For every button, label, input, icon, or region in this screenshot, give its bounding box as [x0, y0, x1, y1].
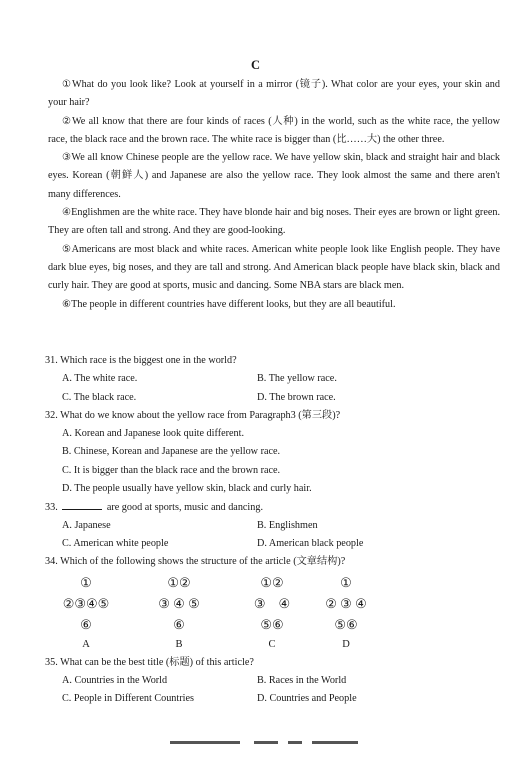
structure-option-c[interactable]	[231, 572, 313, 655]
structure-top: ①	[80, 574, 92, 590]
structure-option-a[interactable]	[45, 572, 127, 655]
question-stem: 35. What can be the best title (标题) of this article?	[45, 656, 254, 668]
paragraph-5: ⑤Americans are most black and white races. American white people look like English people. They have dark blue eyes, big noses, and they are tall and strong. And American black people have black skin, black and curly hair. They are good at sports, music and dancing. Some NBA stars are black men.	[48, 243, 500, 292]
paragraph-2: ②We all know that there are four kinds of races (人种) in the world, such as the white race, the yellow race, the black race and the brown race. The white race is bigger than (比……大) the other three.	[48, 115, 500, 145]
option-d[interactable]: D. The brown race.	[257, 391, 336, 403]
structure-bottom: ⑥	[80, 616, 92, 632]
option-d[interactable]: D. The people usually have yellow skin, black and curly hair.	[62, 483, 312, 495]
page-footer-smudge	[170, 741, 370, 747]
structure-bottom: ⑤⑥	[334, 616, 358, 632]
question-stem-rest: are good at sports, music and dancing.	[106, 502, 263, 514]
structure-top: ①②	[167, 574, 191, 590]
question-34	[45, 553, 500, 653]
paragraph-1: ①What do you look like? Look at yourself in a mirror (镜子). What color are your eyes, your skin and your hair?	[48, 79, 500, 109]
structure-middle: ③ ④ ⑤	[158, 595, 200, 611]
option-a[interactable]: A. The white race.	[62, 373, 138, 385]
structure-middle: ②③④⑤	[62, 595, 110, 611]
reading-passage	[48, 76, 500, 314]
option-a[interactable]: A. Japanese	[62, 519, 111, 531]
question-31	[45, 352, 500, 407]
question-33	[45, 498, 500, 553]
section-title: C	[250, 58, 261, 72]
question-stem: 34. Which of the following shows the structure of the article (文章结构)?	[45, 556, 346, 568]
question-32	[45, 407, 500, 498]
question-35	[45, 654, 500, 709]
structure-bottom: ⑤⑥	[260, 616, 284, 632]
structure-top: ①	[340, 574, 352, 590]
option-d[interactable]: D. Countries and People	[257, 693, 357, 705]
structure-diagrams	[45, 572, 500, 654]
structure-top: ①②	[260, 574, 284, 590]
option-d[interactable]: D. American black people	[257, 537, 364, 549]
option-b[interactable]: B. Chinese, Korean and Japanese are the yellow race.	[62, 446, 281, 458]
answer-blank[interactable]	[62, 498, 102, 510]
structure-option-d[interactable]	[305, 572, 387, 655]
question-stem: 32. What do we know about the yellow race from Paragraph3 (第三段)?	[45, 409, 341, 421]
structure-middle: ③ ④	[253, 595, 291, 611]
option-a[interactable]: A. Countries in the World	[62, 674, 168, 686]
question-stem	[45, 498, 500, 516]
option-c[interactable]: C. American white people	[62, 537, 169, 549]
structure-label: D	[342, 638, 350, 650]
structure-label: C	[268, 638, 276, 650]
option-b[interactable]: B. Englishmen	[257, 519, 318, 531]
paragraph-3: ③We all know Chinese people are the yellow race. We have yellow skin, black and straight hair and black eyes. Korean (朝鲜人) and Japanese are also the yellow race. They look almost the same and there aren't many differences.	[48, 152, 500, 200]
structure-bottom: ⑥	[173, 616, 185, 632]
option-c[interactable]: C. It is bigger than the black race and the brown race.	[62, 464, 281, 476]
question-list	[45, 352, 500, 708]
structure-label: A	[82, 638, 90, 650]
option-b[interactable]: B. Races in the World	[257, 674, 347, 686]
structure-option-b[interactable]	[138, 572, 220, 655]
question-stem: 31. Which race is the biggest one in the world?	[45, 355, 237, 366]
question-number: 33.	[45, 502, 58, 514]
option-c[interactable]: C. The black race.	[62, 391, 137, 403]
option-a[interactable]: A. Korean and Japanese look quite different.	[62, 428, 244, 440]
structure-middle: ② ③ ④	[325, 595, 367, 611]
paragraph-6: ⑥The people in different countries have different looks, but they are all beautiful.	[62, 298, 396, 310]
structure-label: B	[175, 638, 183, 650]
option-b[interactable]: B. The yellow race.	[257, 373, 337, 385]
paragraph-4: ④Englishmen are the white race. They have blonde hair and big noses. Their eyes are brown or light green. They are often tall and strong. And they are good-looking.	[48, 207, 500, 237]
option-c[interactable]: C. People in Different Countries	[62, 693, 194, 705]
